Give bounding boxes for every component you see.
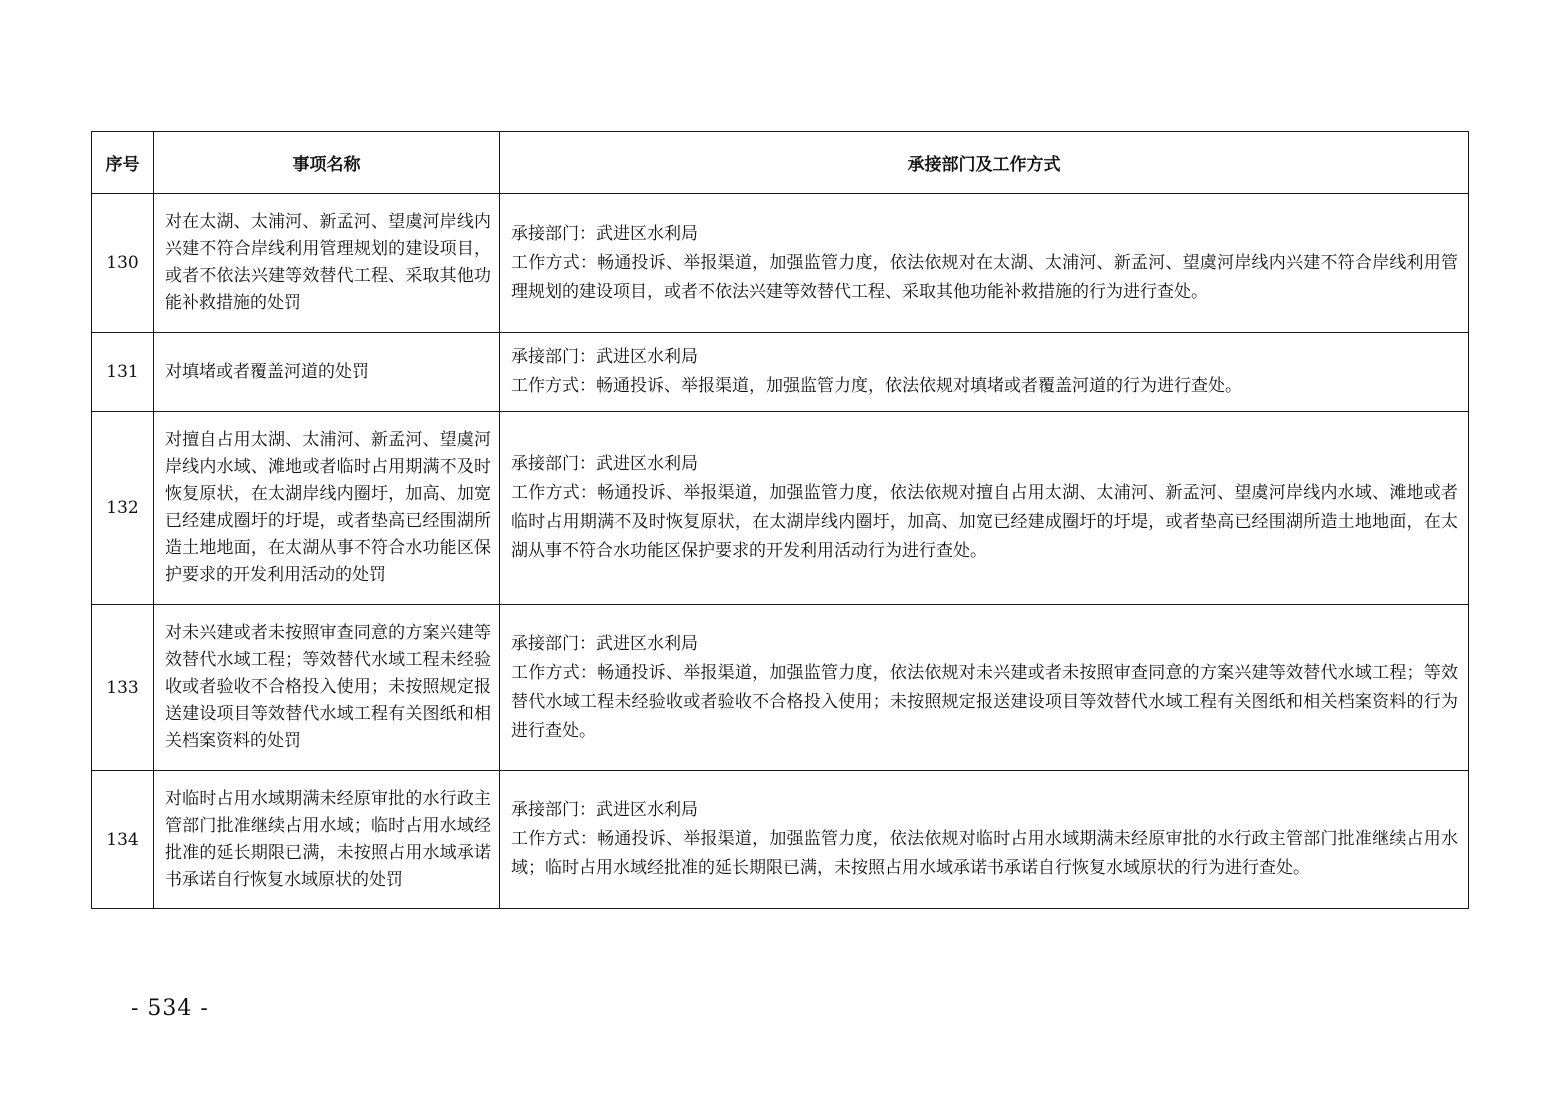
row-matter-name: 对擅自占用太湖、太浦河、新孟河、望虞河岸线内水域、滩地或者临时占用期满不及时恢复原状，在太湖岸线内圈圩，加高、加宽已经建成圈圩的圩堤，或者垫高已经围湖所造土地地面，在太湖从事不符合水功能区保护要求的开发利用活动的处罚 (154, 412, 500, 605)
table-row (92, 605, 1469, 771)
row-department-cell (500, 605, 1469, 771)
row-department-cell (500, 333, 1469, 412)
row-department-cell (500, 771, 1469, 909)
row-department-cell (500, 412, 1469, 605)
row-matter-name: 对未兴建或者未按照审查同意的方案兴建等效替代水域工程；等效替代水域工程未经验收或者验收不合格投入使用；未按照规定报送建设项目等效替代水域工程有关图纸和相关档案资料的处罚 (154, 605, 500, 771)
row-work-method: 工作方式：畅通投诉、举报渠道，加强监管力度，依法依规对填堵或者覆盖河道的行为进行查处。 (511, 376, 1242, 396)
row-serial-number: 130 (92, 194, 154, 333)
row-work-method: 工作方式：畅通投诉、举报渠道，加强监管力度，依法依规对擅自占用太湖、太浦河、新孟河、望虞河岸线内水域、滩地或者临时占用期满不及时恢复原状，在太湖岸线内圈圩，加高、加宽已经建成圈圩的圩堤，或者垫高已经围湖所造土地地面，在太湖从事不符合水功能区保护要求的开发利用活动行为进行查处。 (511, 483, 1458, 561)
row-work-method: 工作方式：畅通投诉、举报渠道，加强监管力度，依法依规对未兴建或者未按照审查同意的方案兴建等效替代水域工程；等效替代水域工程未经验收或者验收不合格投入使用；未按照规定报送建设项目等效替代水域工程有关图纸和相关档案资料的行为进行查处。 (511, 662, 1458, 741)
row-serial-number: 133 (92, 605, 154, 771)
row-matter-name: 对临时占用水域期满未经原审批的水行政主管部门批准继续占用水域；临时占用水域经批准的延长期限已满，未按照占用水域承诺书承诺自行恢复水域原状的处罚 (154, 771, 500, 909)
table-row (92, 771, 1469, 909)
row-work-method: 工作方式：畅通投诉、举报渠道，加强监管力度，依法依规对临时占用水域期满未经原审批的水行政主管部门批准继续占用水域；临时占用水域经批准的延长期限已满，未按照占用水域承诺书承诺自行恢复水域原状的行为进行查处。 (511, 829, 1458, 878)
table-row (92, 194, 1469, 333)
row-serial-number: 132 (92, 412, 154, 605)
table-header-row (92, 132, 1469, 194)
row-department: 承接部门：武进区水利局 (511, 800, 698, 820)
page-number: - 534 - (131, 996, 209, 1021)
row-matter-name: 对在太湖、太浦河、新孟河、望虞河岸线内兴建不符合岸线利用管理规划的建设项目，或者不依法兴建等效替代工程、采取其他功能补救措施的处罚 (154, 194, 500, 333)
table-row (92, 333, 1469, 412)
row-department: 承接部门：武进区水利局 (511, 454, 698, 474)
table-row (92, 412, 1469, 605)
header-department-and-method: 承接部门及工作方式 (500, 132, 1469, 194)
header-matter-name: 事项名称 (154, 132, 500, 194)
row-department: 承接部门：武进区水利局 (511, 633, 698, 654)
row-matter-name: 对填堵或者覆盖河道的处罚 (154, 333, 500, 412)
row-serial-number: 134 (92, 771, 154, 909)
row-department: 承接部门：武进区水利局 (511, 223, 698, 244)
row-department: 承接部门：武进区水利局 (511, 347, 698, 367)
row-department-cell (500, 194, 1469, 333)
header-serial-number: 序号 (92, 132, 154, 194)
row-serial-number: 131 (92, 333, 154, 412)
row-work-method: 工作方式：畅通投诉、举报渠道，加强监管力度，依法依规对在太湖、太浦河、新孟河、望虞河岸线内兴建不符合岸线利用管理规划的建设项目，或者不依法兴建等效替代工程、采取其他功能补救措施的行为进行查处。 (511, 252, 1458, 302)
matters-table (91, 131, 1469, 909)
